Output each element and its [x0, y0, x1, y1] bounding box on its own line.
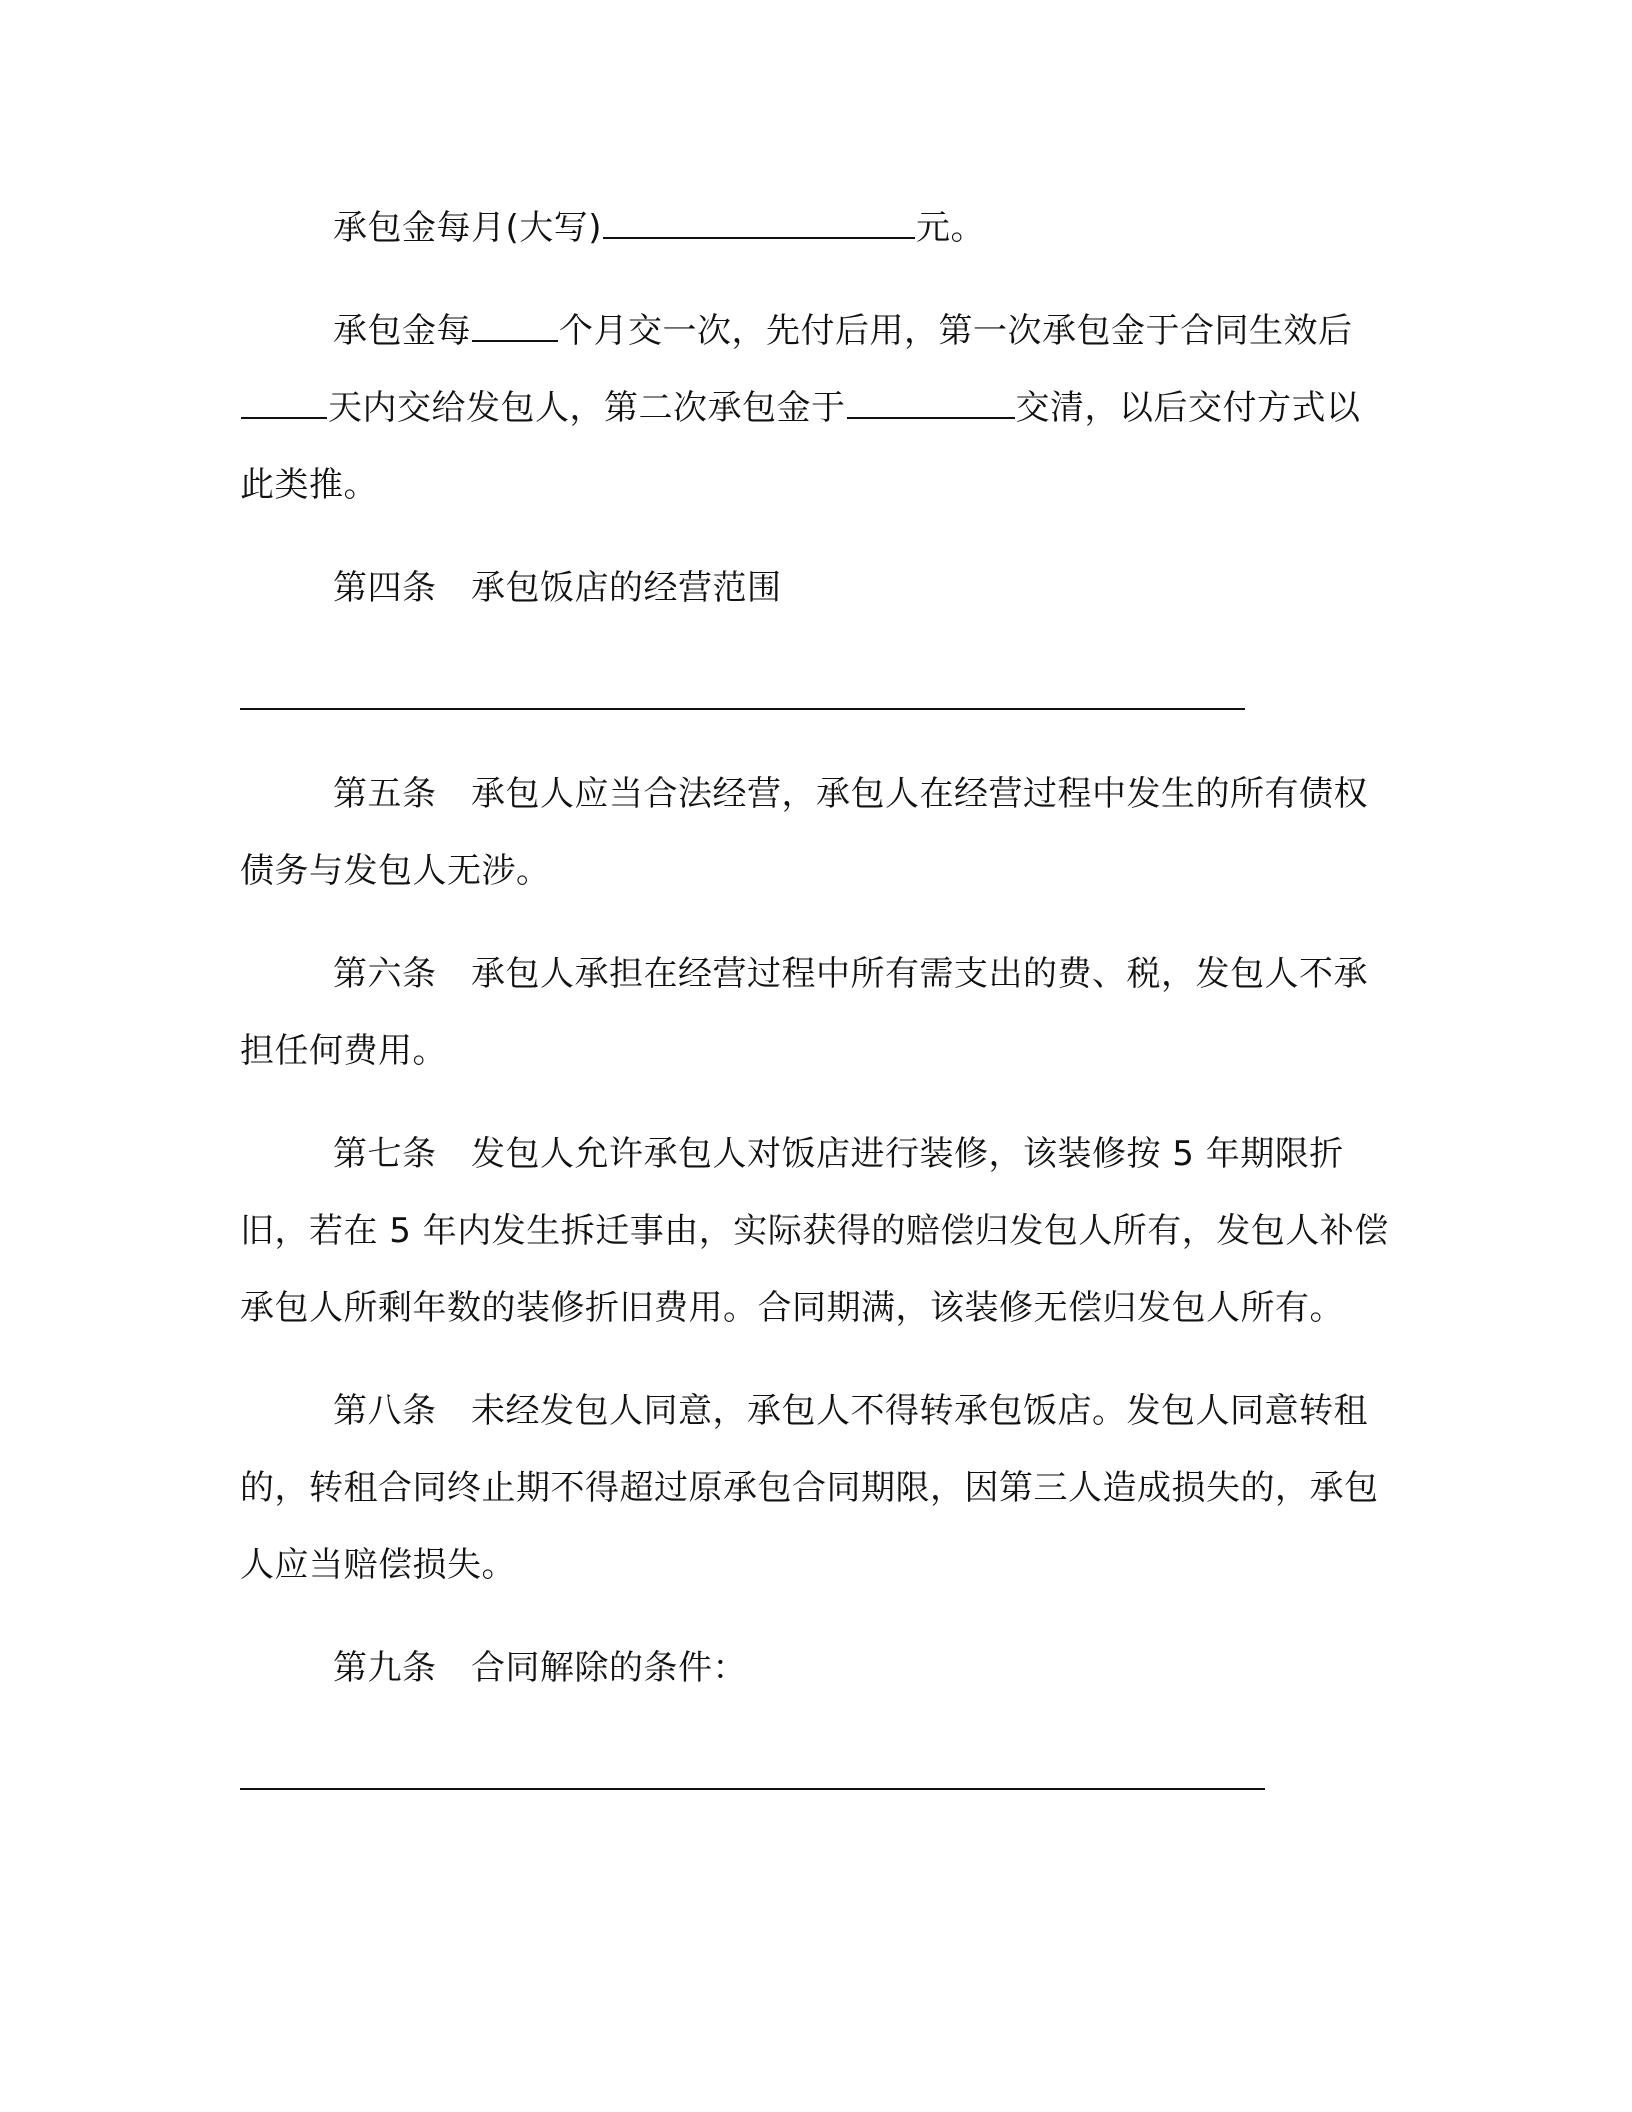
monthly-fee-unit: 元。 — [916, 208, 986, 248]
second-payment-date-blank — [847, 385, 1015, 419]
business-scope-blank-line — [240, 653, 1390, 730]
document-body — [240, 190, 1390, 1836]
payment-terms-paragraph — [240, 293, 1390, 524]
payment-terms-text-1: 承包金每 — [333, 311, 471, 351]
monthly-fee-paragraph — [240, 190, 1390, 267]
article-4-heading: 第四条 承包饭店的经营范围 — [333, 568, 782, 608]
termination-conditions-rule — [240, 1788, 1265, 1790]
termination-conditions-blank-line — [240, 1733, 1390, 1810]
article-5: 第五条 承包人应当合法经营，承包人在经营过程中发生的所有债权债务与发包人无涉。 — [240, 774, 1368, 891]
business-scope-rule — [240, 708, 1245, 710]
monthly-fee-blank — [603, 205, 915, 239]
payment-terms-text-2: 个月交一次，先付后用，第一次承包金于合同生效后 — [559, 311, 1353, 351]
article-8: 第八条 未经发包人同意，承包人不得转承包饭店。发包人同意转租的，转租合同终止期不得超过原承包合同期限，因第三人造成损失的，承包人应当赔偿损失。 — [240, 1391, 1379, 1585]
payment-days-blank — [241, 385, 327, 419]
payment-terms-text-4: 交清，以后交付方式以此类推。 — [240, 388, 1361, 505]
monthly-fee-text: 承包金每月(大写) — [333, 208, 603, 248]
payment-months-blank — [472, 308, 558, 342]
article-9-heading: 第九条 合同解除的条件： — [333, 1648, 747, 1688]
article-6: 第六条 承包人承担在经营过程中所有需支出的费、税，发包人不承担任何费用。 — [240, 954, 1368, 1071]
payment-terms-text-3: 天内交给发包人，第二次承包金于 — [328, 388, 846, 428]
article-7: 第七条 发包人允许承包人对饭店进行装修，该装修按 5 年期限折旧，若在 5 年内发生拆迁事由，实际获得的赔偿归发包人所有，发包人补偿承包人所剩年数的装修折旧费用。合同期满，该装修无偿归发包人所有。 — [240, 1134, 1389, 1328]
